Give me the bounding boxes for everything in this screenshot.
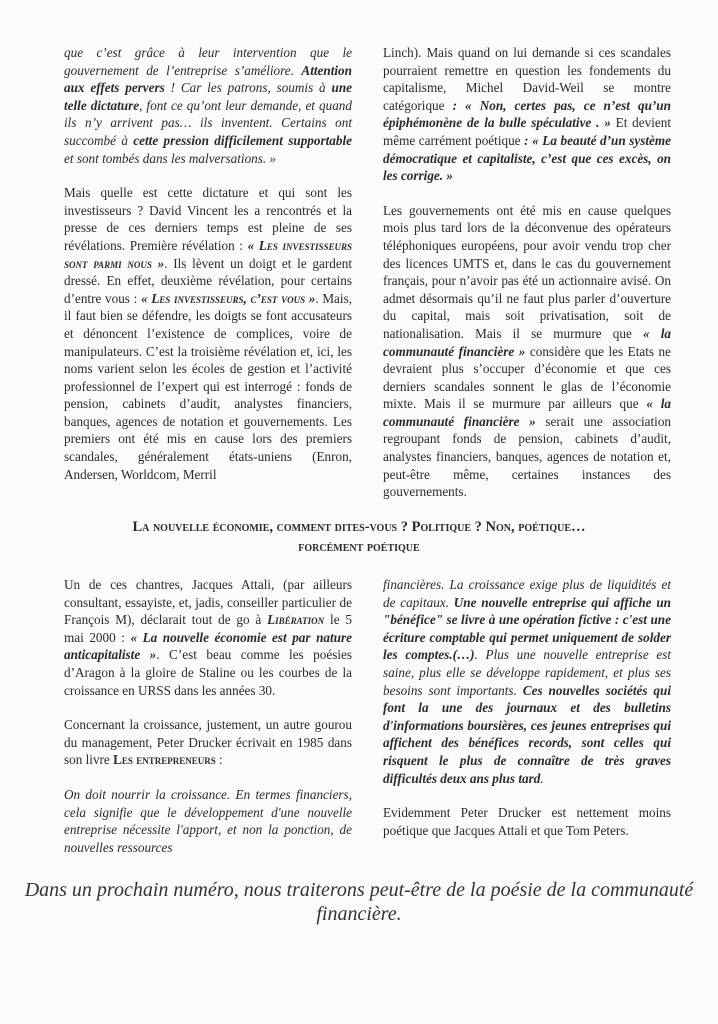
- quotation-paragraph: [383, 576, 671, 787]
- text: financières. La croissance exige plus de liquidités et de capitaux.: [383, 577, 671, 610]
- text: , font ce qu’ont leur demande, et quand ils n’y arrivent pas… ils inventent. Certains ont succombé à: [64, 97, 352, 148]
- quote: : « Non, certes pas, ce n’est qu’un épiphémonène de la bulle spéculative . »: [383, 97, 671, 131]
- paragraph: [64, 716, 352, 769]
- quote: « la communauté financière »: [383, 325, 671, 359]
- quote: « Les investisseurs, c’est vous »: [140, 290, 316, 306]
- bottom-right-column: [383, 576, 671, 839]
- top-left-column: [64, 44, 352, 483]
- quote: « Les investisseurs sont parmi nous »: [64, 237, 352, 271]
- quote: « La nouvelle économie est par nature anticapitaliste »: [64, 629, 352, 663]
- text: Mais quelle est cette dictature et qui sont les investisseurs ? David Vincent les a rencontrés et la presse de ces derniers temps est pleine de ses révélations. Première révélation :: [64, 185, 352, 253]
- text: On doit nourrir la croissance. En termes financiers, cela signifie que le développement d'une nouvelle entreprise nécessite l'apport, et non la ponction, de nouvelles ressources: [64, 786, 352, 855]
- text: serait une association regroupant fonds de pension, cabinets d’audit, analystes financiers, banques, agences de notation et, peut-être même, certaines instances des gouvernements.: [383, 413, 672, 500]
- paragraph: [383, 202, 671, 501]
- text: :: [215, 752, 223, 768]
- closing-note: Dans un prochain numéro, nous traiterons peut-être de la poésie de la communauté financière.: [24, 879, 694, 925]
- publication-name: Libération: [267, 612, 325, 628]
- text: . Plus une nouvelle entreprise est saine, plus elle se développe rapidement, et plus ses besoins sont importants.: [383, 647, 671, 698]
- heading-line-1: La nouvelle économie, comment dites-vous ? Politique ? Non, poétique…: [132, 519, 586, 535]
- heading-line-2: forcément poétique: [298, 539, 420, 555]
- emphasis: cette pression difficilement supportable: [133, 132, 352, 148]
- quote: « la communauté financière »: [383, 396, 671, 429]
- bottom-left-column: [64, 576, 352, 856]
- paragraph: [64, 184, 352, 483]
- quotation-paragraph: [64, 786, 352, 856]
- text: et sont tombés dans les malversations. »: [64, 150, 277, 166]
- text: Concernant la croissance, justement, un autre gourou du management, Peter Drucker écrivait en 1985 dans son livre: [64, 717, 352, 768]
- quote: : « La beauté d’un système démocratique et capitaliste, c’est que ces excès, on les corrige. »: [383, 132, 672, 184]
- text: Evidemment Peter Drucker est nettement moins poétique que Jacques Attali et que Tom Peters.: [383, 805, 671, 838]
- paragraph: [383, 804, 671, 839]
- paragraph: [64, 44, 352, 167]
- section-heading: [0, 517, 718, 557]
- paragraph: [64, 576, 352, 699]
- text: Les gouvernements ont été mis en cause quelques mois plus tard lors de la déconvenue des opérateurs téléphoniques européens, pour avoir vendu trop cher des licences UMTS et, dans le cas du gouvernement français, pour n’avoir pas été un actionnaire avisé. On admet désormais qu’il ne faut plus parler d’ouverture du capital, mais soit privatisation, soit de nationalisation. Mais il se murmure que: [383, 202, 671, 341]
- text: considère que les Etats ne devraient plus s’occuper d’économie et que ces derniers scandales sonnent le glas de l’économie mixte. Mais il se murmure par ailleurs que: [383, 343, 671, 412]
- text: . C’est beau comme les poésies d’Aragon à la gloire de Staline ou les courbes de la croissance en URSS dans les années 30.: [64, 647, 352, 698]
- text: .: [540, 770, 544, 786]
- text: le 5 mai 2000 :: [64, 612, 352, 645]
- text: . Ils lèvent un doigt et le gardent dressé. En effet, deuxième révélation, pour certains d’entre vous :: [64, 255, 352, 306]
- emphasis: une telle dictature: [64, 80, 353, 113]
- text: que c’est grâce à leur intervention que le gouvernement de l’entreprise s’améliore.: [64, 45, 352, 78]
- text: . Mais, il faut bien se défendre, les doigts se font accusateurs et dénoncent l’existence de complices, voire de manipulateurs. C’est la troisième révélation et, ici, les noms varient selon les écoles de gestion et l’activité professionnel de l’expert qui est interrogé : fonds de pension, cabinets d’audit, analystes financiers, banques, agences de notation et gouvernements. Les premiers ont été mis en cause lors des premiers scandales, généralement états-uniens (Enron, Andersen, Worldcom, Merril: [64, 290, 353, 482]
- emphasis: Attention aux effets pervers: [64, 62, 352, 96]
- emphasis: Ces nouvelles sociétés qui font la une des journaux et des bulletins d'informations boursières, ces jeunes entreprises qui affichent des bénéfices records, sont celles qui risquent le plus de connaître de très graves difficultés deux ans plus tard: [383, 682, 671, 786]
- text: Et devient même carrément poétique: [383, 115, 671, 148]
- text: Un de ces chantres, Jacques Attali, (par ailleurs consultant, essayiste, et, jadis, conseiller particulier de François M), déclarait tout de go à: [64, 577, 352, 628]
- book-title: Les entrepreneurs: [113, 752, 216, 768]
- text: ! Car les patrons, soumis à: [164, 80, 332, 96]
- paragraph: [383, 44, 671, 185]
- text: Linch). Mais quand on lui demande si ces scandales pourraient remettre en question les fondements du capitalisme, Michel David-Weil se montre catégorique: [383, 45, 671, 113]
- top-right-column: [383, 44, 671, 501]
- emphasis: Une nouvelle entreprise qui affiche un "bénéfice" se livre à une opération fictive : c'est une écriture comptable qui permet uniquement de solder les comptes.(…): [383, 594, 671, 663]
